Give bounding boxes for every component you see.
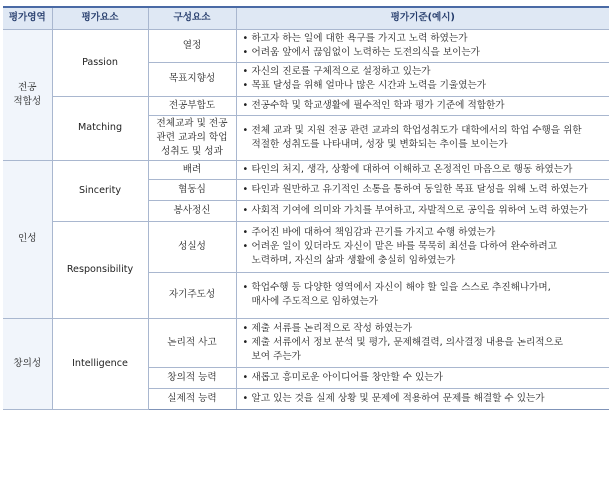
criteria-item <box>243 46 604 60</box>
criteria-item <box>243 79 604 93</box>
component-cell <box>148 318 236 367</box>
area-name-line: 인성 <box>17 233 37 244</box>
header-area: 평가영역 <box>3 7 52 29</box>
criteria-cell <box>236 29 609 62</box>
criteria-text: 학업수행 등 다양한 영역에서 자신이 해야 할 일을 스스로 추진해나가며, <box>251 282 551 293</box>
criteria-item <box>243 204 604 218</box>
component-name-line: 전체교과 및 전공 <box>156 117 228 129</box>
criteria-text: 타인의 처지, 생각, 상황에 대하여 이해하고 온정적인 마음으로 행동 하였는가 <box>251 163 573 175</box>
criteria-cell <box>236 160 609 179</box>
bullet-icon: • <box>242 80 249 91</box>
area-cell <box>3 318 52 409</box>
table-row <box>3 160 609 179</box>
component-cell <box>148 29 236 62</box>
criteria-text-continued: 노력하며, 자신의 삶과 생활에 충실히 임하였는가 <box>251 254 456 266</box>
component-name-line: 실제적 능력 <box>167 392 217 404</box>
bullet-icon: • <box>242 322 249 334</box>
criteria-item <box>243 65 604 79</box>
component-name-line: 성취도 및 성과 <box>161 145 223 157</box>
criteria-text: 새롭고 흥미로운 아이디어를 창안할 수 있는가 <box>251 371 443 383</box>
element-cell: Matching <box>52 96 148 160</box>
bullet-icon: • <box>242 183 249 195</box>
area-cell <box>3 160 52 318</box>
component-name-line: 성실성 <box>178 240 206 252</box>
criteria-text-continued: 적절한 성취도를 나타내며, 성장 및 변화되는 추이를 보이는가 <box>251 138 508 150</box>
table-row <box>3 29 609 62</box>
criteria-cell <box>236 96 609 115</box>
criteria-text-continued: 보여 주는가 <box>251 350 301 362</box>
criteria-item <box>243 240 604 254</box>
element-cell: Passion <box>52 29 148 96</box>
criteria-item <box>243 163 604 177</box>
area-cell <box>3 29 52 160</box>
area-name-line: 전공 <box>17 81 37 93</box>
component-cell <box>148 221 236 272</box>
area-name-line: 창의성 <box>13 357 42 369</box>
criteria-item <box>243 124 604 138</box>
component-cell <box>148 160 236 179</box>
criteria-text: 사회적 기여에 의미와 가치를 부여하고, 자발적으로 공익을 위하여 노력 하였는가 <box>251 204 588 216</box>
criteria-text: 주어진 바에 대하여 책임감과 끈기를 가지고 수행 하였는가 <box>251 226 496 238</box>
criteria-cell <box>236 179 609 200</box>
criteria-cell <box>236 221 609 272</box>
component-cell <box>148 179 236 200</box>
table-row <box>3 96 609 115</box>
component-cell <box>148 115 236 160</box>
table-row <box>3 221 609 272</box>
criteria-cell <box>236 318 609 367</box>
table-row <box>3 318 609 367</box>
bullet-icon: • <box>242 240 249 252</box>
header-criteria: 평가기준(예시) <box>236 7 609 29</box>
criteria-cell <box>236 388 609 409</box>
bullet-icon: • <box>242 336 249 348</box>
bullet-icon: • <box>242 204 249 216</box>
criteria-cell <box>236 115 609 160</box>
bullet-icon: • <box>242 163 249 175</box>
table-header-row <box>3 7 609 29</box>
criteria-item <box>243 322 604 336</box>
bullet-icon: • <box>242 371 249 383</box>
table-body <box>3 29 609 409</box>
component-name-line: 전공부합도 <box>168 99 216 111</box>
criteria-text: 제출 서류를 논리적으로 작성 하였는가 <box>251 322 412 334</box>
bullet-icon: • <box>242 226 249 238</box>
component-cell <box>148 62 236 96</box>
component-name-line: 봉사정신 <box>173 204 211 216</box>
criteria-text: 어려운 일이 있더라도 자신이 맡은 바를 묵묵히 최선을 다하여 완수하려고 <box>251 240 557 252</box>
bullet-icon: • <box>242 99 249 111</box>
header-component: 구성요소 <box>148 7 236 29</box>
element-cell: Sincerity <box>52 160 148 221</box>
criteria-text-continued: 매사에 주도적으로 임하였는가 <box>251 296 379 307</box>
criteria-text: 전공수학 및 학교생활에 필수적인 학과 평가 기준에 적합한가 <box>251 99 505 111</box>
criteria-text: 자신의 진로를 구체적으로 설정하고 있는가 <box>251 66 431 77</box>
bullet-icon: • <box>242 32 249 44</box>
component-name-line: 협동심 <box>178 183 206 195</box>
criteria-item <box>243 99 604 113</box>
evaluation-criteria-document <box>3 6 609 475</box>
component-name-line: 목표지향성 <box>168 73 216 84</box>
criteria-cell <box>236 367 609 388</box>
criteria-text: 하고자 하는 일에 대한 욕구를 가지고 노력 하였는가 <box>251 32 468 44</box>
component-cell <box>148 388 236 409</box>
header-element: 평가요소 <box>52 7 148 29</box>
criteria-text: 어려움 앞에서 끊임없이 노력하는 도전의식을 보이는가 <box>251 46 480 58</box>
criteria-cell <box>236 272 609 318</box>
criteria-text: 전체 교과 및 지원 전공 관련 교과의 학업성취도가 대학에서의 학업 수행을 위한 <box>251 124 582 136</box>
criteria-item <box>243 32 604 46</box>
criteria-cell <box>236 62 609 96</box>
component-name-line: 논리적 사고 <box>167 336 217 348</box>
bullet-icon: • <box>242 282 249 293</box>
criteria-item <box>243 183 604 197</box>
bullet-icon: • <box>242 124 249 136</box>
criteria-text: 타인과 원만하고 유기적인 소통을 통하여 동일한 목표 달성을 위해 노력 하였는가 <box>251 183 588 195</box>
area-name-line: 적합성 <box>13 95 42 107</box>
element-cell: Intelligence <box>52 318 148 409</box>
criteria-item <box>243 281 604 295</box>
bullet-icon: • <box>242 66 249 77</box>
criteria-text: 목표 달성을 위해 얼마나 많은 시간과 노력을 기울였는가 <box>251 80 487 91</box>
component-cell <box>148 96 236 115</box>
component-cell <box>148 367 236 388</box>
criteria-item <box>243 392 604 406</box>
criteria-item <box>243 226 604 240</box>
criteria-text: 제출 서류에서 정보 분석 및 평가, 문제해결력, 의사결정 내용을 논리적으로 <box>251 336 564 348</box>
criteria-item <box>243 336 604 350</box>
criteria-text: 알고 있는 것을 실제 상황 및 문제에 적용하여 문제를 해결할 수 있는가 <box>251 392 545 404</box>
component-cell <box>148 272 236 318</box>
criteria-item <box>243 371 604 385</box>
component-name-line: 창의적 능력 <box>167 371 217 383</box>
bullet-icon: • <box>242 392 249 404</box>
component-name-line: 자기주도성 <box>168 289 216 300</box>
component-cell <box>148 200 236 221</box>
element-cell: Responsibility <box>52 221 148 318</box>
bullet-icon: • <box>242 46 249 58</box>
component-name-line: 관련 교과의 학업 <box>156 131 228 143</box>
criteria-cell <box>236 200 609 221</box>
component-name-line: 배려 <box>182 163 202 175</box>
component-name-line: 열정 <box>182 39 202 51</box>
evaluation-criteria-table <box>3 6 609 410</box>
